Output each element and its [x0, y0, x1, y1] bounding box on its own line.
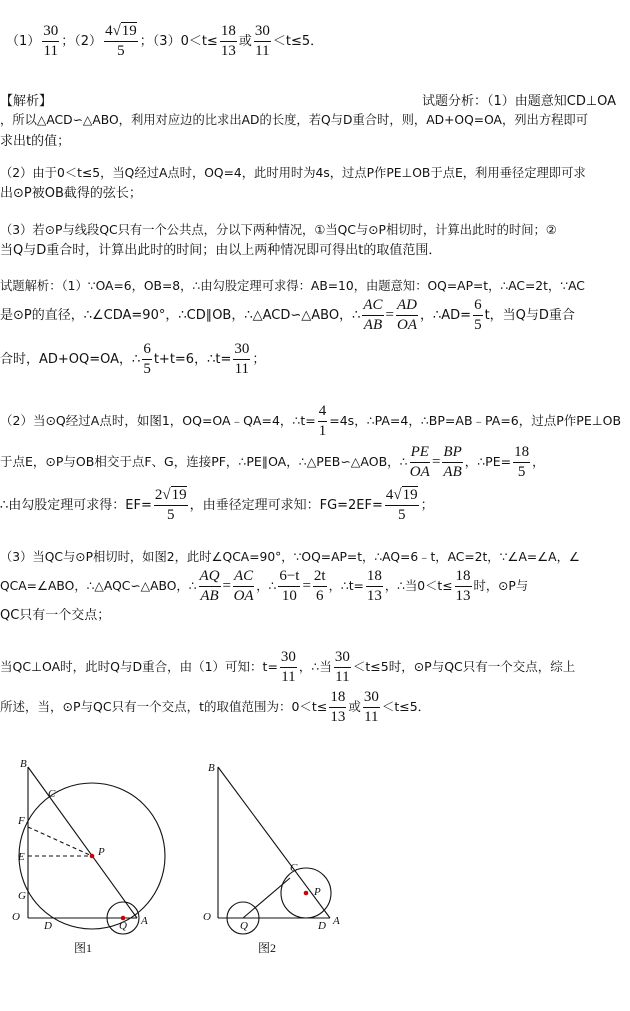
- figures: [0, 741, 630, 1011]
- label-q: Q: [119, 920, 127, 932]
- answer-line: （1） $\frac{30}{11}$ ；（2） $\frac{4√19}{5}$ ；（3）0＜t≤ $\frac{18}{13}$ 或 $\frac{30}{11}$ ＜t≤5．: [6, 23, 324, 59]
- figure-2: [218, 767, 331, 934]
- label-a: A: [141, 915, 148, 927]
- ratio-ac-ab: $\frac{AC}{AB}$: [363, 297, 383, 333]
- fraction-30-11-c: $\frac{30}{11}$: [334, 649, 350, 685]
- ratio-aq-ab: $\frac{AQ}{AB}$: [199, 568, 220, 604]
- answer-fraction-1: $\frac{30}{11}$: [43, 23, 59, 59]
- figure-2-caption: 图2: [258, 941, 277, 955]
- solution-line-11: 所述，当，⊙P与QC只有一个交点，t的取值范围为：0＜t≤ $\frac{18}{13}$ 或 $\frac{30}{11}$ ＜t≤5．: [0, 689, 431, 725]
- solution-line-7: （3）当QC与⊙P相切时，如图2，此时∠QCA=90°，∵OQ=AP=t，∴AQ=6﹣t，AC=2t，∵∠A=∠A，∠: [0, 550, 580, 564]
- fraction-2t-6: $\frac{2t}{6}$: [313, 568, 326, 604]
- ratio-bp-ab: $\frac{BP}{AB}$: [443, 444, 462, 480]
- label-o: O: [12, 911, 20, 923]
- analysis-line-5: （3）若⊙P与线段QC只有一个公共点，分以下两种情况，①当QC与⊙P相切时，计算出此时的时间；②: [0, 223, 557, 237]
- fraction-18-13-c: $\frac{18}{13}$: [330, 689, 346, 725]
- segment-qc: [243, 878, 290, 918]
- segment-ab: [28, 767, 137, 918]
- answer-fraction-4: $\frac{30}{11}$: [254, 23, 270, 59]
- ratio-ac-oa: $\frac{AC}{OA}$: [233, 568, 254, 604]
- label-c-2: C: [290, 862, 298, 874]
- answer-fraction-3: $\frac{18}{13}$: [220, 23, 236, 59]
- fraction-18-13: $\frac{18}{13}$: [366, 568, 382, 604]
- label-p: P: [98, 846, 105, 858]
- fraction-30-11-d: $\frac{30}{11}$: [363, 689, 379, 725]
- solution-line-10: 当QC⊥OA时，此时Q与D重合，由（1）可知：t= $\frac{30}{11}$ ，∴当 $\frac{30}{11}$ ＜t≤5时，⊙P与QC只有一个交点，综上: [0, 649, 576, 685]
- answer-fraction-2: $\frac{4√19}{5}$: [105, 23, 137, 59]
- analysis-line-2: 求出t的值；: [0, 134, 71, 149]
- fraction-6-5: $\frac{6}{5}$: [474, 297, 482, 333]
- fraction-18-13-b: $\frac{18}{13}$: [455, 568, 471, 604]
- fraction-ef: $\frac{2√19}{5}$: [154, 487, 187, 523]
- fraction-4-1: $\frac{4}{1}$: [318, 403, 327, 439]
- label-g: G: [18, 890, 26, 902]
- label-d-2: D: [318, 920, 326, 932]
- analysis-line-3: （2）由于0＜t≤5，当Q经过A点时，OQ=4，此时用时为4s，过点P作PE⊥OB于点E，利用垂径定理即可求: [0, 166, 586, 180]
- solution-line-4: （2）当⊙Q经过A点时，如图1，OQ=OA﹣QA=4，∴t= $\frac{4}{1}$ =4s，∴PA=4，∴BP=AB﹣PA=6，过点P作PE⊥OB: [0, 403, 622, 439]
- ratio-ad-oa: $\frac{AD}{OA}$: [397, 297, 417, 333]
- label-c: C: [48, 788, 56, 800]
- point-p: [90, 854, 95, 859]
- figure-2-labels: [203, 762, 340, 932]
- analysis-line-1: ，所以△ACD∽△ABO，利用对应边的比求出AD的长度，若Q与D重合时，则，AD+OQ=OA，列出方程即可: [0, 113, 589, 127]
- label-o-2: O: [203, 911, 211, 923]
- label-d: D: [44, 920, 52, 932]
- answer-part1-label: （1）: [6, 34, 41, 49]
- fraction-30-11: $\frac{30}{11}$: [234, 341, 250, 377]
- label-e: E: [18, 851, 25, 863]
- label-b-2: B: [208, 762, 215, 774]
- solution-line-8: QCA=∠ABO，∴△AQC∽△ABO，∴ $\frac{AQ}{AB}$ = $\frac{AC}{OA}$ ，∴ $\frac{6-t}{10}$ = $\frac{2t}{6}$ ，∴t= $\frac{18}{13}$ ，∴当0＜t≤ $\frac{18}{13}$ 时，⊙P与: [0, 568, 529, 604]
- fraction-30-11-b: $\frac{30}{11}$: [280, 649, 296, 685]
- figure-1: [19, 767, 165, 934]
- label-a-2: A: [333, 915, 340, 927]
- label-p-2: P: [314, 886, 321, 898]
- analysis-line-6: 当Q与D重合时，计算出此时的时间；由以上两种情况即可得出t的取值范围．: [0, 243, 442, 258]
- solution-line-9: QC只有一个交点；: [0, 608, 111, 623]
- label-q-2: Q: [240, 920, 248, 932]
- analysis-heading: 【解析】: [0, 94, 53, 109]
- label-b: B: [20, 758, 27, 770]
- label-f: F: [18, 815, 25, 827]
- fraction-6mt-10: $\frac{6-t}{10}$: [279, 568, 300, 604]
- solution-line-6: ∴由勾股定理可求得：EF= $\frac{2√19}{5}$ ，由垂径定理可求知：FG=2EF= $\frac{4√19}{5}$ ；: [0, 487, 434, 523]
- analysis-line-4: 出⊙P被OB截得的弦长；: [0, 186, 142, 201]
- analysis-intro: 试题分析：（1）由题意知CD⊥OA: [422, 94, 617, 109]
- solution-line-2: 是⊙P的直径，∴∠CDA=90°，∴CD∥OB，∴△ACD∽△ABO，∴ $\frac{AC}{AB}$ = $\frac{AD}{OA}$ ，∴AD= $\frac{6}{5}$ t，当Q与D重合: [0, 297, 575, 333]
- ratio-pe-oa: $\frac{PE}{OA}$: [409, 444, 430, 480]
- fraction-fg: $\frac{4√19}{5}$: [385, 487, 418, 523]
- fraction-6-5-b: $\frac{6}{5}$: [143, 341, 151, 377]
- point-p-2: [304, 891, 309, 896]
- fraction-18-5: $\frac{18}{5}$: [514, 444, 530, 480]
- figure-1-caption: 图1: [74, 941, 93, 955]
- solution-line-3: 合时，AD+OQ=OA，∴ $\frac{6}{5}$ t+t=6，∴t= $\frac{30}{11}$ ；: [0, 341, 266, 377]
- solution-line-5: 于点E，⊙P与OB相交于点F、G，连接PF，∴PE∥OA，∴△PEB∽△AOB，∴ $\frac{PE}{OA}$ = $\frac{BP}{AB}$ ，∴PE= $\frac{18}{5}$ ，: [0, 444, 545, 480]
- solution-line-1: 试题解析：（1）∵OA=6，OB=8，∴由勾股定理可求得：AB=10，由题意知：OQ=AP=t，∴AC=2t，∵AC: [0, 279, 585, 293]
